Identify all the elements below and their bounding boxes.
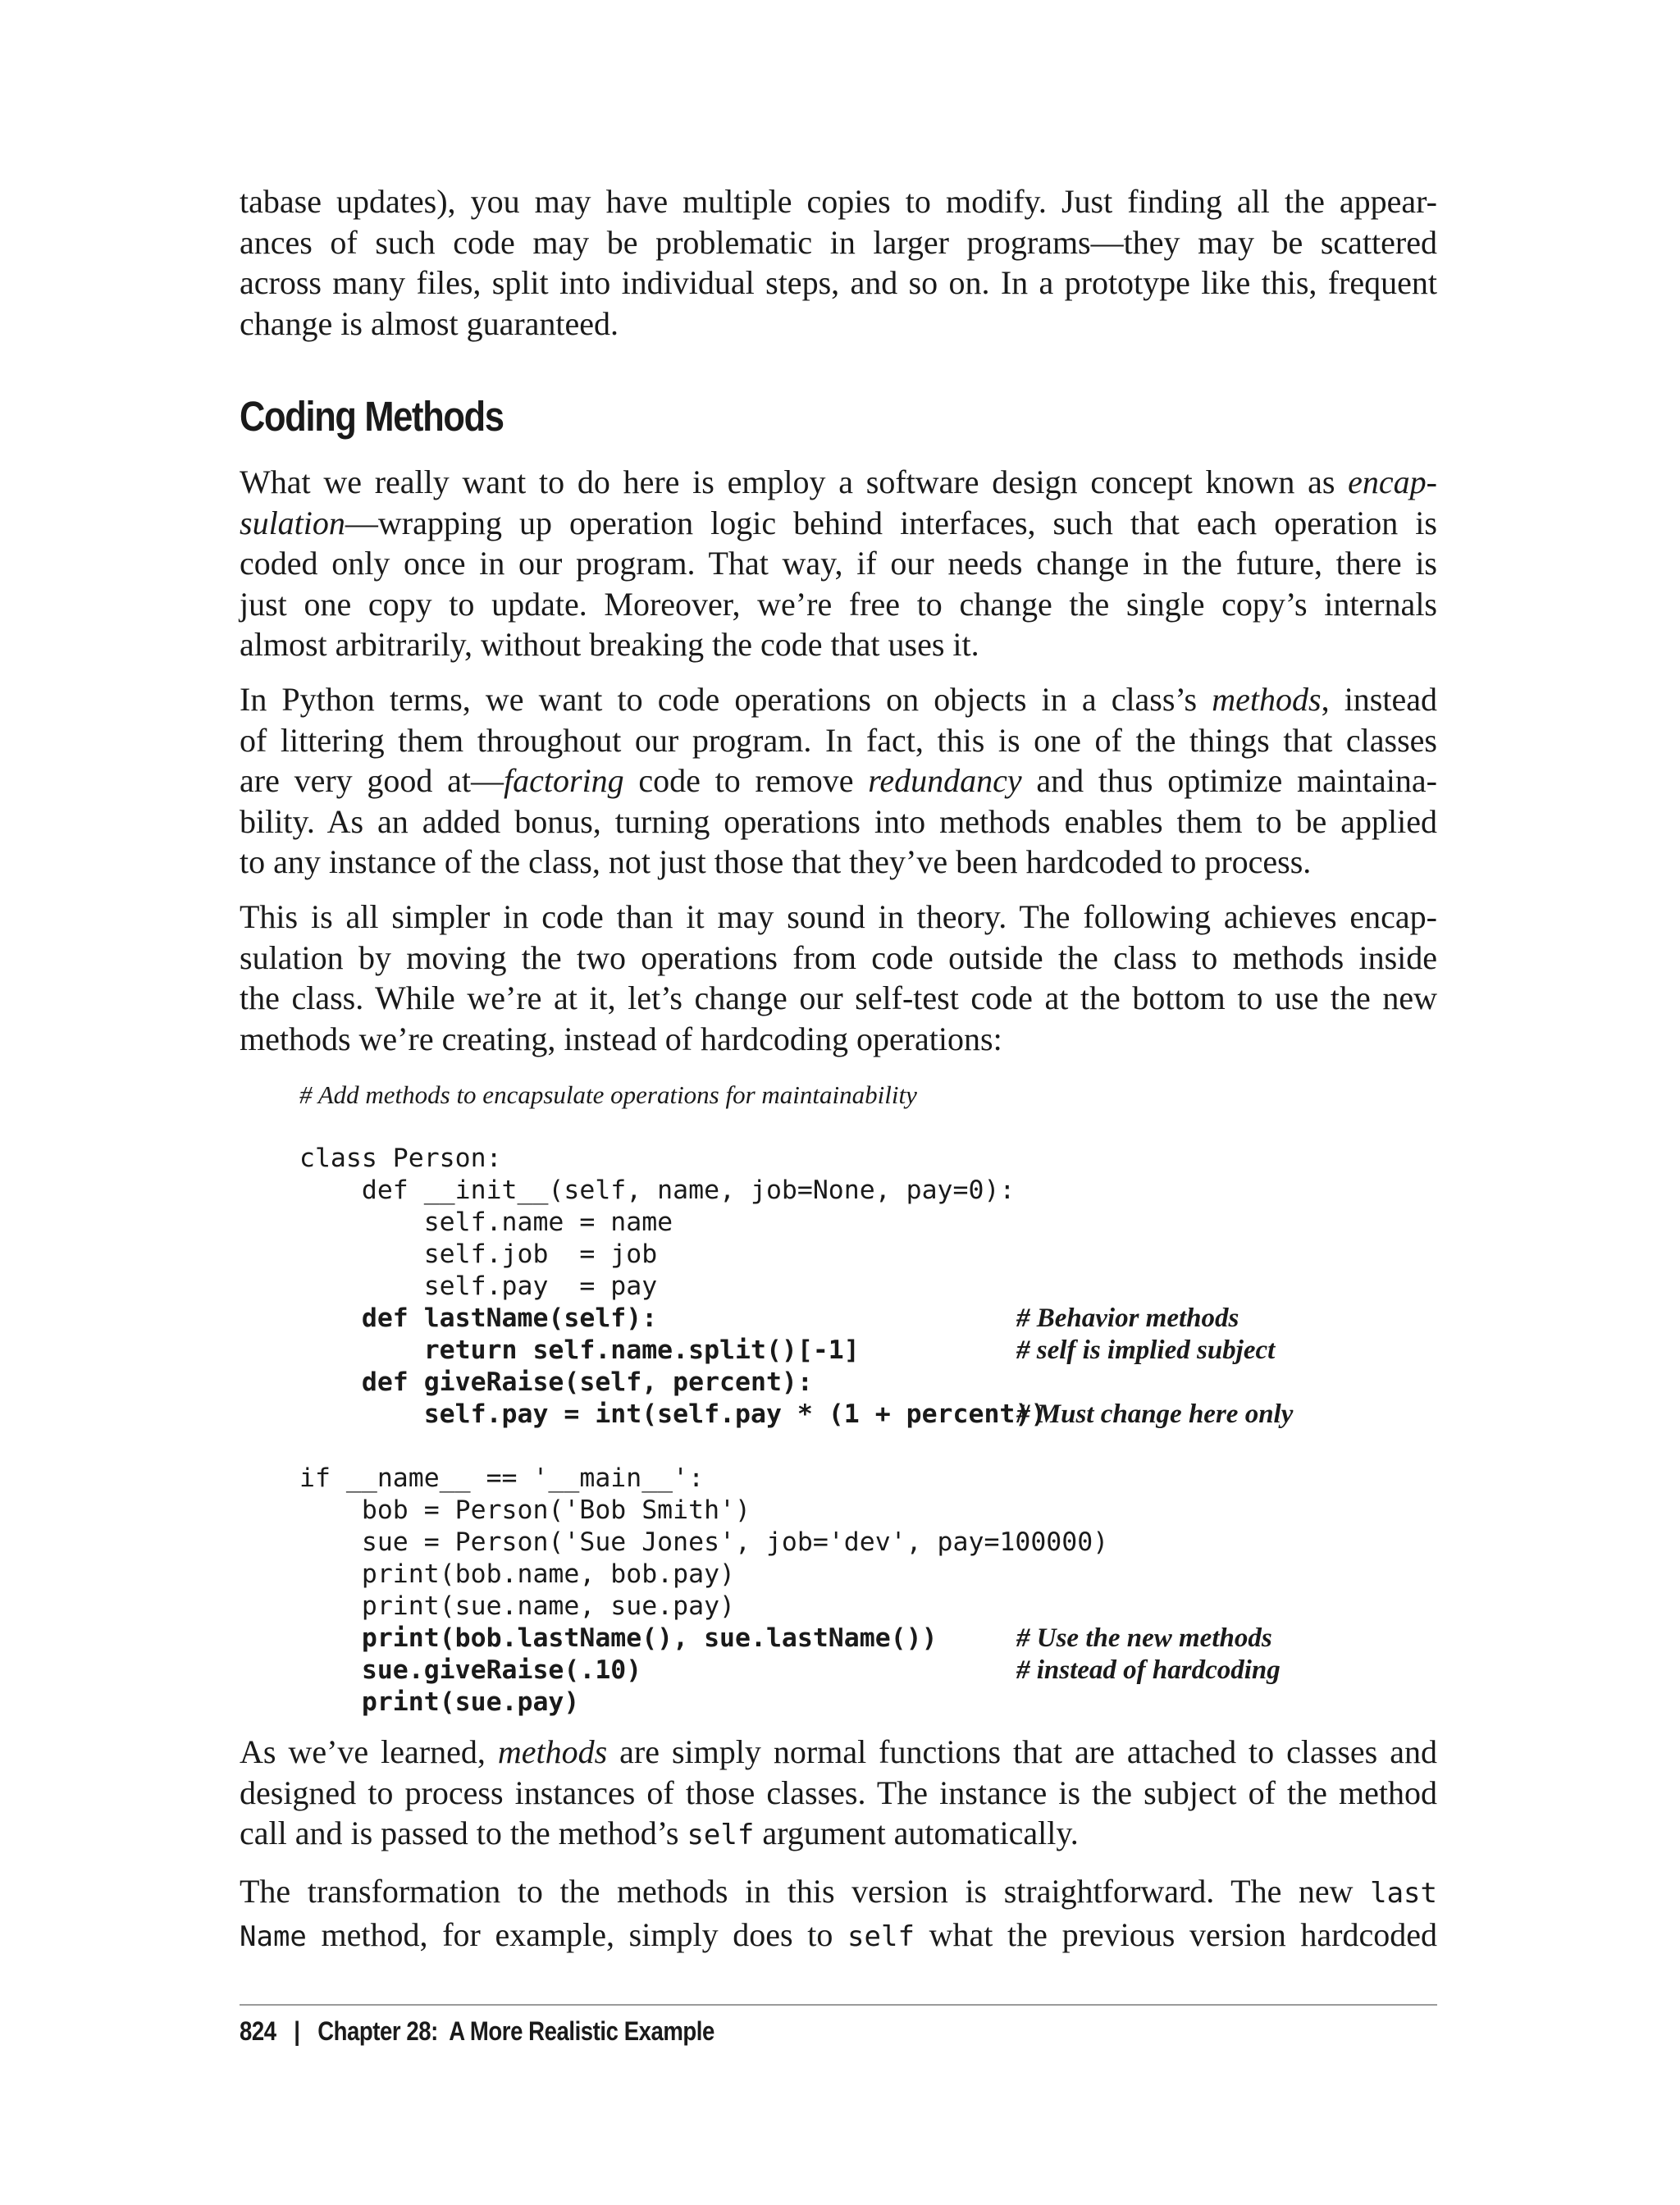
text-line — [240, 760, 1437, 801]
code-source: if __name__ == '__main__': — [299, 1463, 705, 1493]
text-line: sulation by moving the two operations from code outside the class to methods inside — [240, 938, 1437, 976]
section-heading: Coding Methods — [240, 393, 504, 440]
code-line — [299, 1431, 1448, 1463]
code-source: bob = Person('Bob Smith') — [299, 1495, 751, 1525]
text-line: of littering them throughout our program. In fact, this is one of the things that classes — [240, 721, 1437, 759]
code-line — [299, 1303, 1448, 1335]
code-line — [299, 1591, 1448, 1623]
text-line: to any instance of the class, not just those that they’ve been hardcoded to process. — [240, 843, 1312, 880]
code-line — [299, 1367, 1448, 1399]
text-run: call and is passed to the method’s — [240, 1815, 687, 1851]
text-run: What we really want to do here is employ a software design concept known as — [240, 463, 1349, 500]
code-source: def __init__(self, name, job=None, pay=0): — [299, 1176, 1016, 1205]
italic-term: factoring — [504, 762, 624, 799]
italic-term: redundancy — [868, 762, 1022, 799]
code-line — [299, 1239, 1448, 1271]
text-line: the class. While we’re at it, let’s change our self-test code at the bottom to use the new — [240, 979, 1437, 1016]
footer-separator: | — [294, 2016, 300, 2046]
page-footer — [240, 2016, 714, 2047]
code-source: def giveRaise(self, percent): — [299, 1367, 813, 1397]
text-run: and thus optimize maintaina- — [1021, 762, 1437, 799]
code-line — [299, 1463, 1448, 1495]
text-line: across many files, split into individual steps, and so on. In a prototype like this, frequent — [240, 264, 1437, 301]
paragraph-transformation — [240, 1871, 1437, 1957]
code-source: print(sue.pay) — [299, 1687, 580, 1717]
code-line — [299, 1495, 1448, 1527]
paragraph-python-terms — [240, 679, 1437, 883]
italic-term: encap- — [1348, 463, 1437, 500]
chapter-title: Chapter 28: A More Realistic Example — [317, 2016, 714, 2046]
text-line: This is all simpler in code than it may sound in theory. The following achieves encap- — [240, 898, 1437, 935]
code-source: class Person: — [299, 1144, 502, 1173]
text-run: method, for example, simply does to — [306, 1915, 848, 1953]
text-line — [240, 679, 1437, 720]
text-line: almost arbitrarily, without breaking the code that uses it. — [240, 626, 979, 663]
footer-divider — [240, 2004, 1437, 2006]
code-source: self.pay = int(self.pay * (1 + percent)) — [299, 1399, 1047, 1429]
paragraph-simpler-in-code — [240, 897, 1437, 1059]
code-comment: # self is implied subject — [1016, 1335, 1276, 1365]
code-source: self.name = name — [299, 1208, 673, 1237]
intro-paragraph — [240, 181, 1437, 344]
text-line: just one copy to update. Moreover, we’re free to change the single copy’s internals — [240, 585, 1437, 623]
code-line — [299, 1335, 1448, 1367]
text-line — [240, 503, 1437, 544]
italic-term: methods — [1212, 681, 1322, 718]
text-line — [240, 1813, 1437, 1856]
code-comment: # Must change here only — [1016, 1399, 1294, 1429]
code-source: def lastName(self): — [299, 1303, 658, 1333]
code-body — [299, 1111, 1448, 1719]
code-comment: # instead of hardcoding — [1016, 1655, 1281, 1685]
text-line: tabase updates), you may have multiple copies to modify. Just finding all the appear- — [240, 183, 1437, 220]
inline-code: self — [847, 1920, 915, 1953]
code-line — [299, 1207, 1448, 1239]
code-comment: # Behavior methods — [1016, 1303, 1239, 1333]
code-line — [299, 1143, 1448, 1175]
text-run: what the previous version hardcoded — [914, 1915, 1438, 1953]
text-line: bility. As an added bonus, turning operations into methods enables them to be applied — [240, 802, 1437, 840]
code-header-comment: # Add methods to encapsulate operations for maintainability — [299, 1080, 917, 1109]
code-source: self.pay = pay — [299, 1271, 658, 1301]
code-source: sue = Person('Sue Jones', job='dev', pay=100000) — [299, 1527, 1109, 1557]
text-line: change is almost guaranteed. — [240, 304, 619, 342]
code-line — [299, 1111, 1448, 1143]
inline-code: self — [687, 1819, 755, 1851]
code-line — [299, 1527, 1448, 1559]
code-source: print(sue.name, sue.pay) — [299, 1591, 736, 1621]
text-run: are simply normal functions that are attached to classes and — [607, 1733, 1437, 1770]
text-run: In Python terms, we want to code operations on objects in a class’s — [240, 681, 1212, 718]
inline-code: last — [1370, 1877, 1437, 1910]
text-line: designed to process instances of those classes. The instance is the subject of the method — [240, 1774, 1437, 1811]
code-line — [299, 1271, 1448, 1303]
text-line — [240, 1871, 1437, 1915]
text-run: argument automatically. — [754, 1815, 1079, 1851]
code-listing — [299, 1079, 1448, 1719]
code-line — [299, 1687, 1448, 1719]
text-line — [240, 1915, 1437, 1958]
code-line — [299, 1175, 1448, 1207]
page-number: 824 — [240, 2016, 276, 2046]
code-line — [299, 1655, 1448, 1687]
paragraph-encapsulation — [240, 462, 1437, 665]
text-line: coded only once in our program. That way, if our needs change in the future, there is — [240, 545, 1437, 582]
code-source: self.job = job — [299, 1239, 658, 1269]
code-source: return self.name.split()[-1] — [299, 1335, 860, 1365]
text-run: —wrapping up operation logic behind interfaces, such that each operation is — [345, 504, 1437, 541]
text-line: methods we’re creating, instead of hardcoding operations: — [240, 1020, 1002, 1057]
code-line — [299, 1559, 1448, 1591]
code-line — [299, 1399, 1448, 1431]
inline-code: Name — [240, 1920, 307, 1953]
text-run: The transformation to the methods in this version is straightforward. The new — [240, 1873, 1371, 1910]
code-source: print(bob.lastName(), sue.lastName()) — [299, 1623, 938, 1653]
paragraph-methods-learned — [240, 1732, 1437, 1856]
code-line — [299, 1623, 1448, 1655]
italic-term: sulation — [240, 504, 345, 541]
text-line: ances of such code may be problematic in larger programs—they may be scattered — [240, 223, 1437, 261]
code-source: print(bob.name, bob.pay) — [299, 1559, 736, 1589]
text-run: code to remove — [623, 762, 869, 799]
text-line — [240, 462, 1437, 503]
text-run: , instead — [1321, 681, 1437, 718]
code-source: sue.giveRaise(.10) — [299, 1655, 642, 1685]
code-comment: # Use the new methods — [1016, 1623, 1272, 1653]
italic-term: methods — [497, 1733, 608, 1770]
text-line — [240, 1732, 1437, 1773]
text-run: are very good at— — [240, 762, 504, 799]
text-run: As we’ve learned, — [240, 1733, 498, 1770]
